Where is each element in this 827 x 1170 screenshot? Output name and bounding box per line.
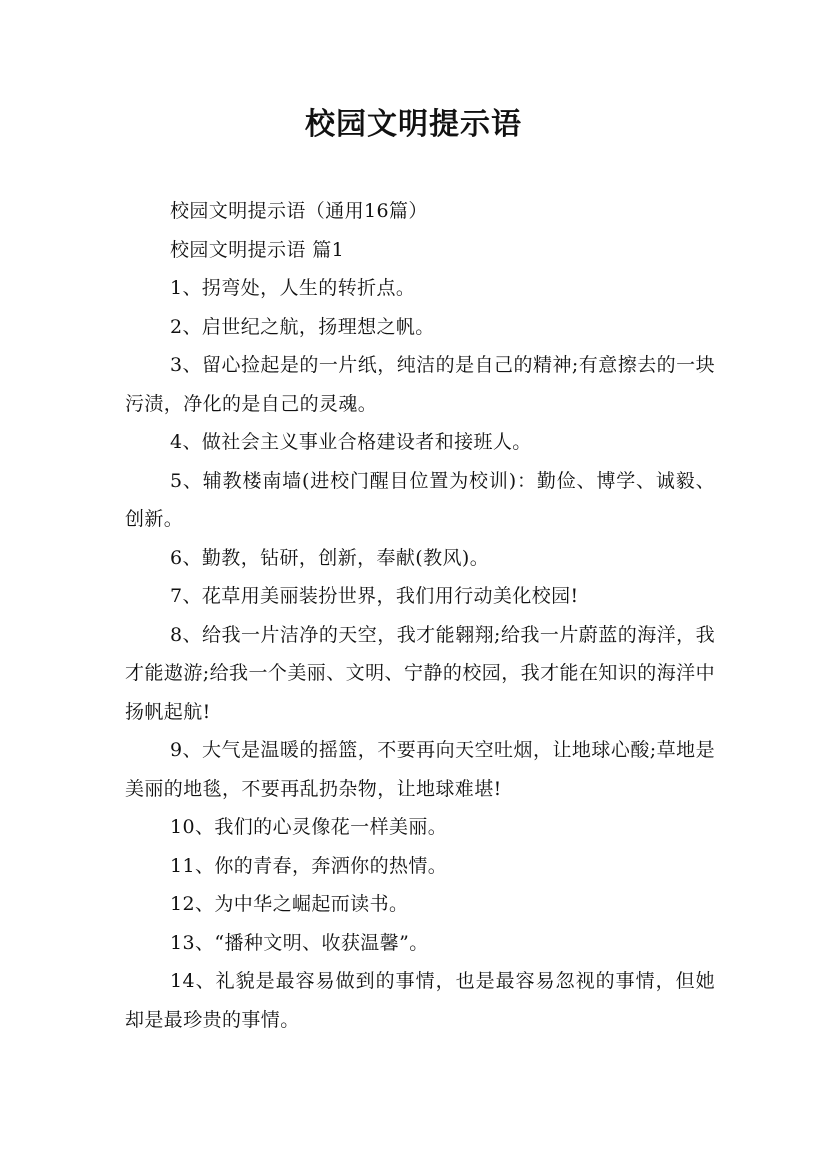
paragraph-item-4: 4、做社会主义事业合格建设者和接班人。 — [170, 431, 532, 453]
paragraph-item-5: 5、辅教楼南墙(进校门醒目位置为校训)：勤俭、博学、诚毅、创新。 — [125, 469, 715, 530]
document-body — [125, 192, 715, 1039]
paragraph-section-heading: 校园文明提示语 篇1 — [170, 238, 345, 261]
paragraph-item-6: 6、勤教，钻研，创新，奉献(教风)。 — [170, 546, 490, 569]
paragraph-item-1: 1、拐弯处，人生的转折点。 — [170, 277, 416, 299]
paragraph-subtitle: 校园文明提示语（通用16篇） — [170, 200, 428, 222]
paragraph-item-10: 10、我们的心灵像花一样美丽。 — [170, 816, 448, 838]
document-title: 校园文明提示语 — [305, 107, 522, 142]
paragraph-item-11: 11、你的青春，奔洒你的热情。 — [170, 854, 448, 877]
paragraph-item-9: 9、大气是温暖的摇篮，不要再向天空吐烟，让地球心酸;草地是美丽的地毯，不要再乱扔杂物，让地球难堪! — [125, 739, 715, 800]
paragraph-item-12: 12、为中华之崛起而读书。 — [170, 893, 409, 915]
paragraph-item-14: 14、礼貌是最容易做到的事情，也是最容易忽视的事情，但她却是最珍贵的事情。 — [125, 970, 715, 1031]
paragraph-item-8: 8、给我一片洁净的天空，我才能翱翔;给我一片蔚蓝的海洋，我才能遨游;给我一个美丽、文明、宁静的校园，我才能在知识的海洋中扬帆起航! — [125, 623, 715, 723]
paragraph-item-13: 13、“播种文明、收获温馨”。 — [170, 931, 429, 954]
paragraph-item-3: 3、留心捡起是的一片纸，纯洁的是自己的精神;有意擦去的一块污渍，净化的是自己的灵魂。 — [125, 354, 715, 415]
paragraph-item-2: 2、启世纪之航，扬理想之帆。 — [170, 315, 435, 338]
paragraph-item-7: 7、花草用美丽装扮世界，我们用行动美化校园! — [170, 585, 579, 607]
